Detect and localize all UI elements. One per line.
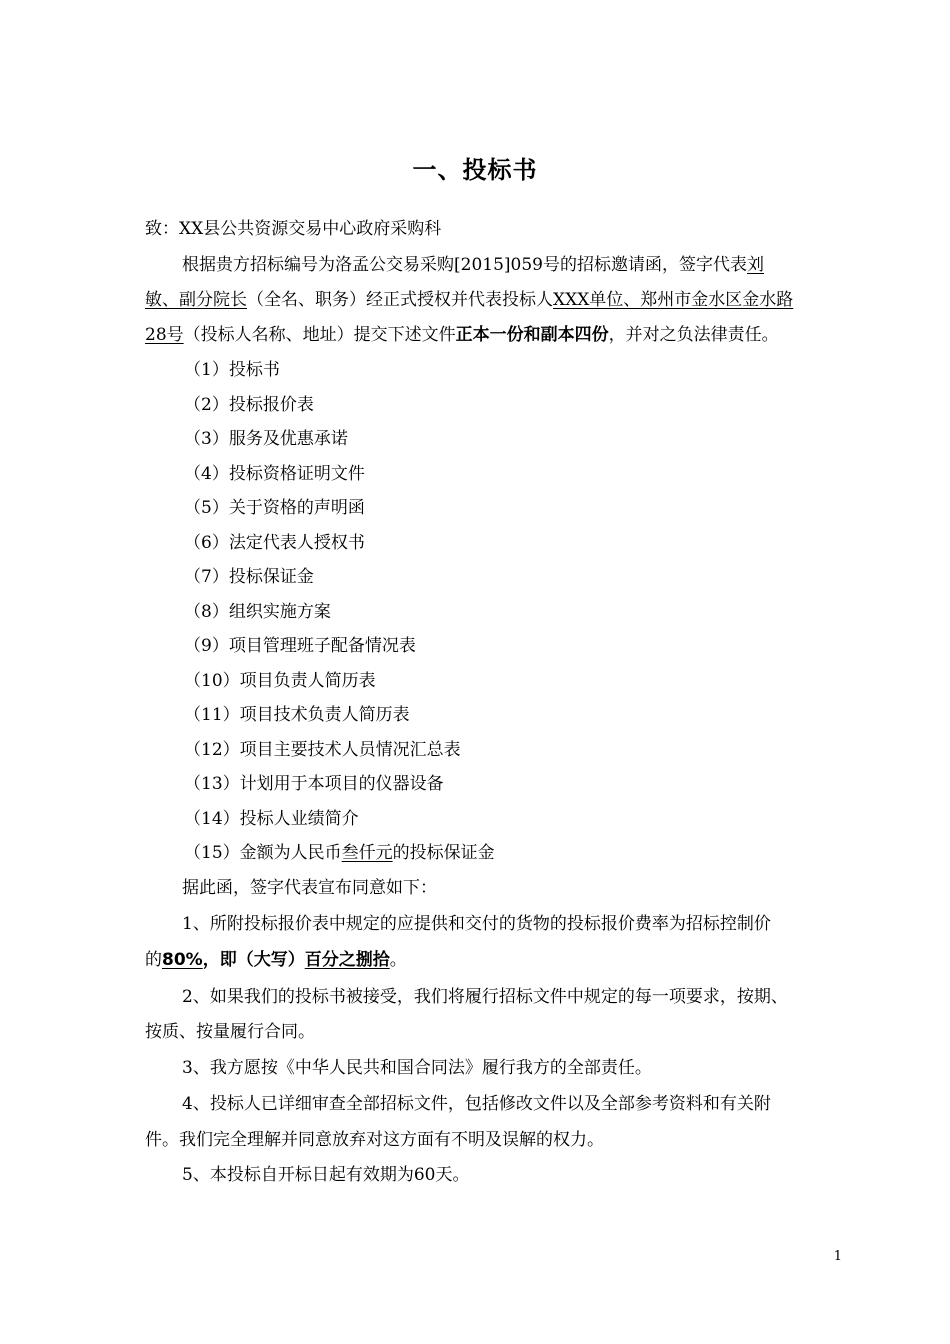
signer-name-part: 刘 <box>746 255 764 275</box>
list-item: （7）投标保证金 <box>184 567 314 587</box>
copies-count: 正本一份和副本四份 <box>455 325 609 345</box>
intro-text: （投标人名称、地址）提交下述文件 <box>183 325 456 345</box>
signer-name-title: 敏、副分院长 <box>145 290 247 310</box>
clause-text: 的 <box>145 950 162 970</box>
addressee: 致：XX县公共资源交易中心政府采购科 <box>145 219 442 239</box>
clause-3: 3、我方愿按《中华人民共和国合同法》履行我方的全部责任。 <box>182 1058 652 1078</box>
list-item: （13）计划用于本项目的仪器设备 <box>184 774 444 794</box>
list-item: （12）项目主要技术人员情况汇总表 <box>184 740 461 760</box>
clause-4-line-1: 4、投标人已详细审查全部招标文件，包括修改文件以及全部参考资料和有关附 <box>182 1094 771 1114</box>
clause-4-line-2: 件。我们完全理解并同意放弃对这方面有不明及误解的权力。 <box>145 1130 604 1150</box>
intro-text: ，并对之负法律责任。 <box>608 325 779 345</box>
list-item: （5）关于资格的声明函 <box>184 498 365 518</box>
clause-1-line-1: 1、所附投标报价表中规定的应提供和交付的货物的投标报价费率为招标控制价 <box>182 914 771 934</box>
intro-line-1 <box>182 254 845 276</box>
list-item: （1）投标书 <box>184 360 280 380</box>
list-item: （11）项目技术负责人简历表 <box>184 705 410 725</box>
page-title: 一、投标书 <box>412 156 538 184</box>
rate-in-words: 百分之捌拾 <box>304 950 390 970</box>
deposit-amount: 叁仟元 <box>341 843 393 863</box>
clause-text: 。 <box>389 950 407 970</box>
intro-line-3 <box>145 324 845 346</box>
list-item: （6）法定代表人授权书 <box>184 533 365 553</box>
list-item: （14）投标人业绩简介 <box>184 809 359 829</box>
deposit-item <box>184 842 884 864</box>
clause-1-line-2 <box>145 949 845 971</box>
list-item: （2）投标报价表 <box>184 395 314 415</box>
intro-text: （全名、职务）经正式授权并代表投标人 <box>247 290 553 310</box>
bidder-name-address: XXX单位、郑州市金水区金水路 <box>553 290 794 310</box>
clause-2-line-1: 2、如果我们的投标书被接受，我们将履行招标文件中规定的每一项要求，按期、 <box>182 987 788 1007</box>
declaration: 据此函，签字代表宣布同意如下： <box>182 878 437 898</box>
intro-line-2 <box>145 289 845 311</box>
list-item: （4）投标资格证明文件 <box>184 464 365 484</box>
list-item: （9）项目管理班子配备情况表 <box>184 636 416 656</box>
rate-bold-text: ，即（大写） <box>202 950 305 970</box>
page-number: 1 <box>833 1249 842 1264</box>
clause-5: 5、本投标自开标日起有效期为60天。 <box>182 1165 470 1185</box>
list-item: （10）项目负责人简历表 <box>184 671 376 691</box>
clause-2-line-2: 按质、按量履行合同。 <box>145 1022 315 1042</box>
deposit-prefix: （15）金额为人民币 <box>184 843 342 863</box>
list-item: （8）组织实施方案 <box>184 602 331 622</box>
deposit-suffix: 的投标保证金 <box>392 843 495 863</box>
intro-text: 根据贵方招标编号为洛孟公交易采购[2015]059号的招标邀请函，签字代表 <box>182 255 747 275</box>
rate-percent: 80% <box>162 950 203 970</box>
list-item: （3）服务及优惠承诺 <box>184 429 348 449</box>
bidder-address-number: 28号 <box>145 325 184 345</box>
